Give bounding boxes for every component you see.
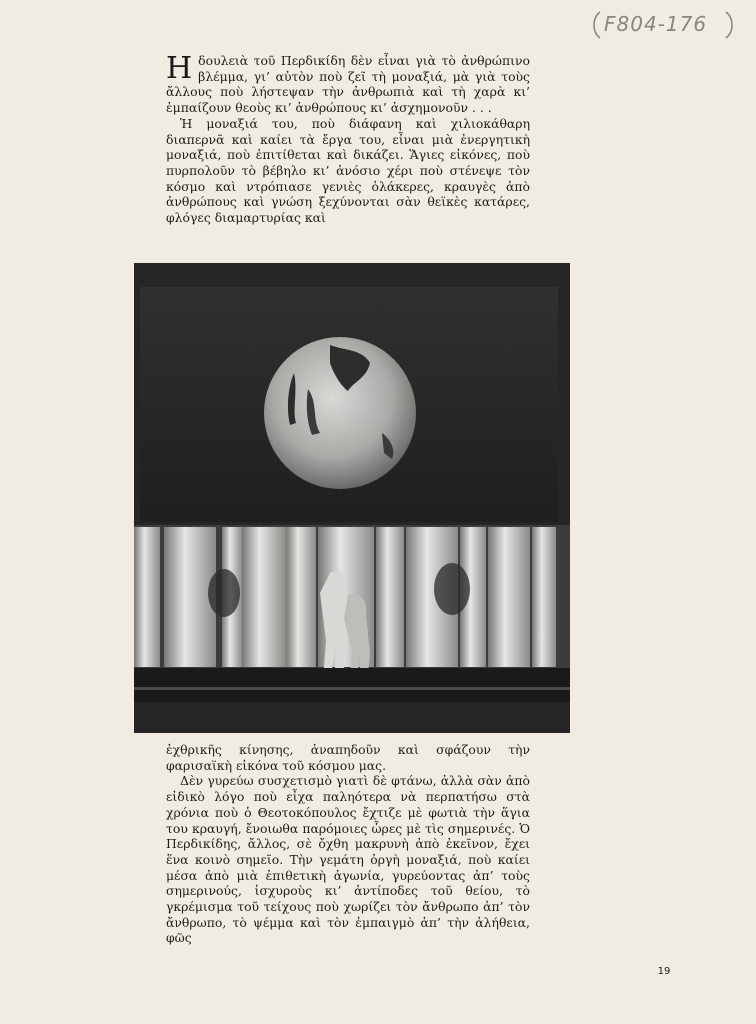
globe — [264, 337, 416, 489]
paragraph-1-text: δουλειὰ τοῦ Περδικίδη δὲν εἶναι γιὰ τὸ ἀνθρώπινο βλέμμα, γι’ αὐτὸν ποὺ ζεῖ τὴ μοναξιά, μὰ γιὰ τοὺς ἄλλους ποὺ λήστεψαν τὴν ἀνθρωπιὰ καὶ τὴ χαρὰ κι’ ἐμπαίζουν θεοὺς κι’ ἀνθρώπους κι’ ἀσχημονοῦν . . . — [166, 53, 530, 116]
page-number: 19 — [657, 966, 671, 977]
paragraph-3: ἐχθρικῆς κίνησης, ἀναπηδοῦν καὶ σφάζουν τὴν φαρισαϊκὴ εἰκόνα τοῦ κόσμου μας. — [166, 742, 530, 773]
paragraph-4: Δὲν γυρεύω συσχετισμὸ γιατὶ δὲ φτάνω, ἀλλὰ σὰν ἀπὸ εἰδικὸ λόγο ποὺ εἶχα παληότερα νὰ περπατήσω στὰ χρόνια ποὺ ὁ Θεοτοκόπουλος ἔχτιζε μὲ φωτιὰ τὴν ἅγια του κραυγή, ἔνοιωθα παρόμοιες ὧρες μὲ τὶς σημερινές. Ὁ Περδικίδης, ἄλλος, σὲ ὄχθη μακρυνὴ ἀπὸ ἐκεῖνον, ἔχει ἕνα κοινὸ σημεῖο. Τὴν γεμάτη ὀργὴ μοναξιά, ποὺ καίει μέσα ἀπὸ μιὰ ἐπιθετικὴ ἀγωνία, γυρεύοντας ἀπ’ τοὺς σημερινούς, ἰσχυροὺς κι’ ἀντίποδες τοῦ θείου, τὸ γκρέμισμα τοῦ τείχους ποὺ χωρίζει τὸν ἄνθρωπο ἀπ’ τὸν ἄνθρωπο, τὸ ψέμμα καὶ τὸν ἐμπαιγμὸ ἀπ’ τὴν ἀλήθεια, φῶς — [166, 773, 530, 946]
paragraph-2: Ἡ μοναξιά του, ποὺ διάφανη καὶ χιλιοκάθαρη διαπερνᾶ καὶ καίει τὰ ἔργα του, εἶναι μιὰ ἐνεργητικὴ μοναξιά, ποὺ ἐπιτίθεται καὶ δικάζει. Ἅγιες εἰκόνες, ποὺ πυρπολοῦν τὸ βέβηλο κι’ ἀνόσιο χέρι ποὺ στένεψε τὸν κόσμο καὶ ντρόπιασε γενιὲς ὁλάκερες, κραυγὲς ἀπὸ ἀνθρώπους καὶ γνώση ξεχύνονται σὰν θεϊκὲς κατάρες, φλόγες διαμαρτυρίας καὶ — [166, 115, 530, 226]
text-column-top — [166, 53, 530, 226]
archive-note-text: F804-176 — [604, 12, 708, 36]
dropcap-letter: Η — [166, 51, 193, 86]
artwork-illustration — [134, 263, 570, 733]
paragraph-1 — [166, 53, 530, 116]
artwork-image — [134, 263, 570, 733]
floor — [134, 668, 570, 702]
handwritten-archive-note — [590, 8, 738, 42]
text-column-bottom — [166, 742, 530, 946]
